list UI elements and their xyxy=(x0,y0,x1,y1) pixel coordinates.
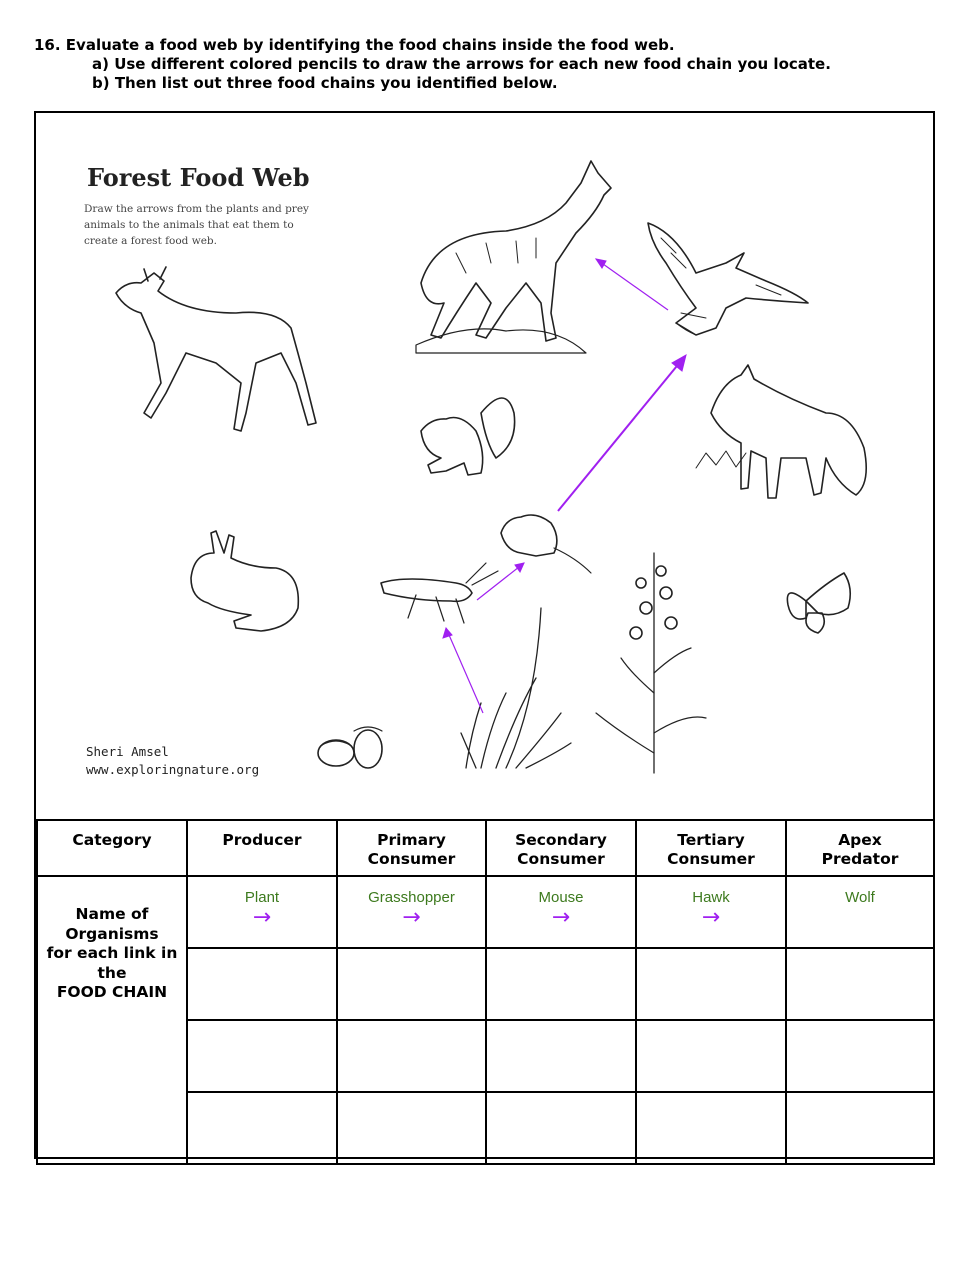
hawk-drawing xyxy=(648,223,808,335)
primary-consumer-answer: Grasshopper xyxy=(368,889,455,906)
arrow-icon: → xyxy=(551,905,571,930)
illustration-credit xyxy=(86,743,259,779)
rabbit-drawing xyxy=(191,531,298,631)
arrow-icon: → xyxy=(701,905,721,930)
header-producer: Producer xyxy=(187,820,337,876)
food-web-instructions: Draw the arrows from the plants and prey animals to the animals that eat them to create a forest food web. xyxy=(84,203,309,247)
grasshopper-drawing xyxy=(381,563,498,623)
primary-consumer-cell[interactable] xyxy=(337,876,486,948)
worksheet-frame xyxy=(34,111,935,1159)
tertiary-consumer-cell[interactable] xyxy=(636,1020,786,1092)
tertiary-consumer-answer: Hawk xyxy=(692,889,730,906)
question-line-1: 16. Evaluate a food web by identifying the food chains inside the food web. xyxy=(34,36,675,54)
category-label-cell: Name of Organisms for each link in the FOOD CHAIN xyxy=(37,876,187,1164)
apex-predator-cell[interactable] xyxy=(786,1092,934,1164)
producer-cell[interactable] xyxy=(187,948,337,1020)
butterfly-drawing xyxy=(787,573,850,633)
header-apex-predator: Apex Predator xyxy=(786,820,934,876)
apex-predator-cell[interactable] xyxy=(786,1020,934,1092)
header-primary-consumer: Primary Consumer xyxy=(337,820,486,876)
squirrel-drawing xyxy=(421,398,515,475)
secondary-consumer-cell[interactable] xyxy=(486,948,636,1020)
header-tertiary-consumer: Tertiary Consumer xyxy=(636,820,786,876)
table-row xyxy=(37,876,934,948)
question-line-3: b) Then list out three food chains you identified below. xyxy=(92,74,558,92)
grass-drawing xyxy=(461,608,571,768)
fireweed-drawing xyxy=(596,553,706,773)
arrow-icon: → xyxy=(402,905,421,930)
acorns-drawing xyxy=(318,727,382,768)
apex-predator-answer: Wolf xyxy=(845,889,875,906)
tertiary-consumer-cell[interactable] xyxy=(636,876,786,948)
wolf-drawing xyxy=(416,161,611,353)
primary-consumer-cell[interactable] xyxy=(337,1092,486,1164)
secondary-consumer-cell[interactable] xyxy=(486,1092,636,1164)
producer-answer: Plant xyxy=(244,889,280,906)
header-secondary-consumer: Secondary Consumer xyxy=(486,820,636,876)
apex-predator-cell[interactable] xyxy=(786,876,934,948)
question-line-2: a) Use different colored pencils to draw the arrows for each new food chain you locate. xyxy=(92,55,831,73)
secondary-consumer-answer: Mouse xyxy=(538,889,584,906)
secondary-consumer-cell[interactable] xyxy=(486,876,636,948)
food-web-title: Forest Food Web xyxy=(87,163,310,192)
producer-cell[interactable] xyxy=(187,1092,337,1164)
producer-cell[interactable] xyxy=(187,1020,337,1092)
question-heading xyxy=(34,36,831,93)
producer-cell[interactable] xyxy=(187,876,337,948)
table-header-row xyxy=(37,820,934,876)
deer-drawing xyxy=(116,267,316,431)
credit-site: www.exploringnature.org xyxy=(86,762,260,777)
credit-name: Sheri Amsel xyxy=(86,744,169,759)
tertiary-consumer-cell[interactable] xyxy=(636,948,786,1020)
primary-consumer-cell[interactable] xyxy=(337,1020,486,1092)
primary-consumer-cell[interactable] xyxy=(337,948,486,1020)
food-chain-table xyxy=(36,819,935,1165)
food-web-illustration xyxy=(36,113,933,819)
apex-predator-cell[interactable] xyxy=(786,948,934,1020)
arrow-icon: → xyxy=(252,905,272,930)
header-category: Category xyxy=(37,820,187,876)
tertiary-consumer-cell[interactable] xyxy=(636,1092,786,1164)
secondary-consumer-cell[interactable] xyxy=(486,1020,636,1092)
fox-drawing xyxy=(696,365,866,498)
mouse-drawing xyxy=(501,515,591,573)
